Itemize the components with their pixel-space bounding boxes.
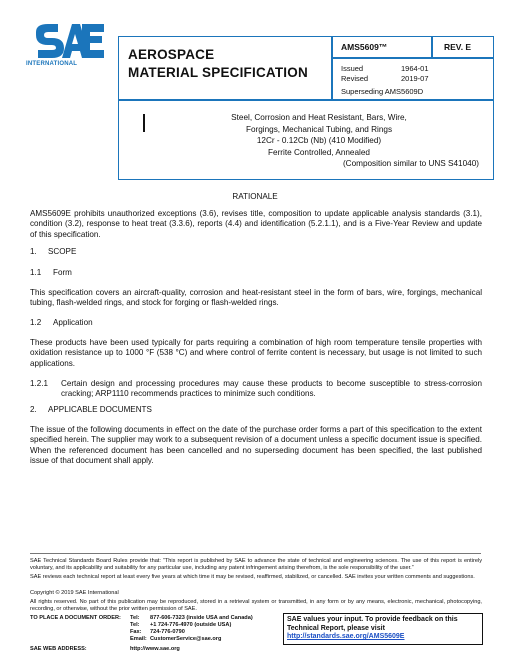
section-1-2-1-text: Certain design and processing procedures may cause these products to become susceptible to stress-corrosion cracking; ARP1110 recommends practices to minimize such conditions. — [61, 379, 482, 399]
rationale-text: AMS5609E prohibits unauthorized exceptions (3.6), revises title, composition to update applicable analysis standards (3.1), condition (3.2), response to heat treat (3.3.6), reports (4.4) and identification (5.2.1.1), and is a Five-Year Review and update of this specification. — [30, 209, 482, 239]
section-2-title: APPLICABLE DOCUMENTS — [48, 405, 152, 414]
section-1-2-number: 1.2 — [30, 318, 42, 327]
section-1-1-title: Form — [53, 268, 72, 277]
tel-outside-usa[interactable]: +1 724-776-4970 (outside USA) — [150, 622, 232, 628]
revised-label: Revised — [341, 74, 369, 83]
order-label: TO PLACE A DOCUMENT ORDER: — [30, 615, 121, 621]
dates-box — [332, 58, 494, 100]
section-1-2-title: Application — [53, 318, 93, 327]
web-label: SAE WEB ADDRESS: — [30, 646, 87, 652]
org-label: INTERNATIONAL — [26, 61, 78, 67]
doc-id: AMS5609™ — [341, 42, 388, 52]
fax-number: 724-776-0790 — [150, 629, 185, 635]
tel-label-2: Tel: — [130, 622, 140, 628]
section-1-1-text: This specification covers an aircraft-quality, corrosion and heat-resistant steel in the form of bars, wire, forgings, mechanical tubing, flash-welded rings, and stock for forging or flash-welded rings. — [30, 288, 482, 308]
material-description — [159, 112, 479, 170]
email-label: Email: — [130, 636, 147, 642]
title-line-1: AEROSPACE — [128, 47, 215, 62]
description-box — [118, 100, 494, 180]
doc-id-box — [332, 36, 432, 58]
desc-line-2: Forgings, Mechanical Tubing, and Rings — [245, 124, 393, 134]
revised-date: 2019-07 — [401, 74, 429, 83]
desc-line-4: Ferrite Controlled, Annealed — [268, 147, 370, 157]
footer-rights: All rights reserved. No part of this publication may be reproduced, stored in a retrieval system or transmitted, in any form or by any means, electronic, mechanical, photocopying, recording, or otherwise, without the prior written permission of SAE. — [30, 599, 482, 613]
feedback-box — [283, 613, 483, 645]
email-link[interactable]: CustomerService@sae.org — [150, 636, 222, 642]
superseding: Superseding AMS5609D — [341, 87, 424, 96]
title-line-2: MATERIAL SPECIFICATION — [128, 65, 308, 80]
issued-label: Issued — [341, 64, 364, 73]
desc-line-5: (Composition similar to UNS S41040) — [342, 159, 479, 168]
section-1-number: 1. — [30, 247, 37, 256]
footer-divider — [30, 553, 481, 554]
rationale-heading: RATIONALE — [232, 192, 278, 201]
footer-note-rules: SAE Technical Standards Board Rules provide that: “This report is published by SAE to advance the state of technical and engineering sciences. The use of this report is entirely voluntary, and its applicability and suitability for any particular use, including any patent infringement arising therefrom, is the sole responsibility of the user.” — [30, 558, 482, 572]
footer-note-review: SAE reviews each technical report at least every five years at which time it may be revised, reaffirmed, stabilized, or cancelled. SAE invites your written comments and suggestions. — [30, 574, 475, 580]
tel-label: Tel: — [130, 615, 140, 621]
desc-line-1: Steel, Corrosion and Heat Resistant, Bars, Wire, — [231, 113, 407, 122]
document-title — [128, 46, 308, 82]
desc-line-3: 12Cr - 0.12Cb (Nb) (410 Modified) — [256, 136, 382, 145]
feedback-line-2: Technical Report, please visit — [287, 624, 385, 632]
section-1-2-text: These products have been used typically for parts requiring a combination of high room temperature tensile properties with oxidation resistance up to 1000 °F (538 °C) and where control of ferrite content is necessary, but usage is not limited to such applications. — [30, 338, 482, 368]
revision-box — [432, 36, 494, 58]
title-box — [118, 36, 332, 100]
issued-date: 1964-01 — [401, 64, 429, 73]
sae-logo — [26, 22, 108, 82]
section-2-number: 2. — [30, 405, 37, 414]
feedback-link[interactable]: http://standards.sae.org/AMS5609E — [287, 633, 405, 641]
section-1-title: SCOPE — [48, 247, 77, 256]
section-1-2-1-number: 1.2.1 — [30, 379, 49, 388]
feedback-line-1: SAE values your input. To provide feedback on this — [287, 616, 458, 623]
revision: REV. E — [444, 42, 472, 52]
section-2-text: The issue of the following documents in effect on the date of the purchase order forms a part of this specification to the extent specified herein. The supplier may work to a subsequent revision of a document unless a specific document issue is specified. When the referenced document has been cancelled and no superseding document has been specified, the last published issue of that document shall apply. — [30, 425, 482, 466]
tel-inside-usa[interactable]: 877-606-7323 (inside USA and Canada) — [150, 615, 253, 621]
fax-label: Fax: — [130, 629, 142, 635]
section-1-1-number: 1.1 — [30, 268, 42, 277]
web-link[interactable]: http://www.sae.org — [130, 646, 180, 652]
feedback-text — [287, 616, 458, 642]
footer-copyright: Copyright © 2019 SAE International — [30, 590, 119, 596]
change-bar — [143, 114, 145, 132]
